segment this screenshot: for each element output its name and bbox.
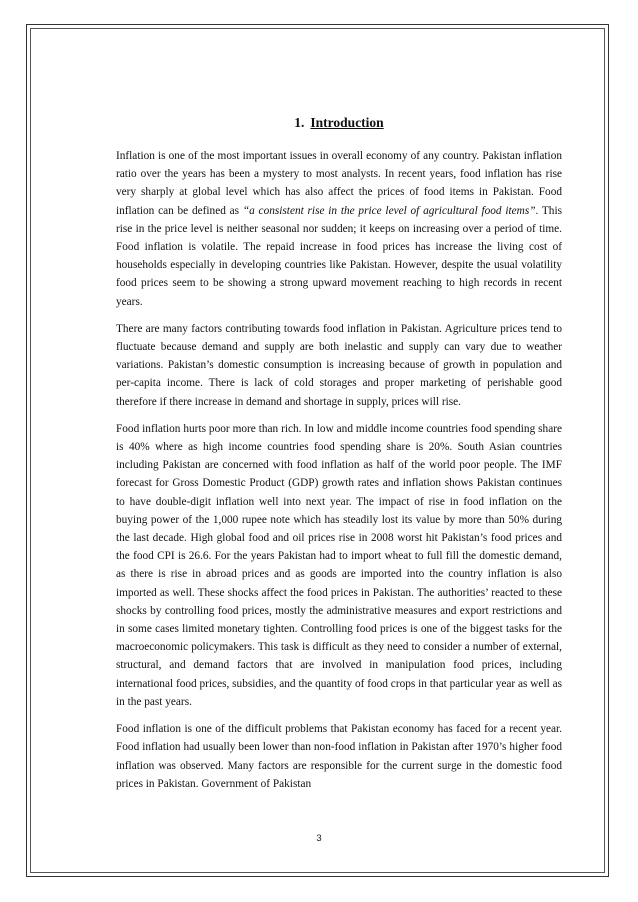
paragraph-1-text-end: . This rise in the price level is neither seasonal nor sudden; it keeps on increasing over a period of time. Food inflation is volatile. The repaid increase in food prices has increase the living cost of households especially in developing countries like Pakistan. However, despite the usual volatility food prices seem to be showing a strong upward movement reaching to high records in recent years. <box>116 204 562 308</box>
section-title: Introduction <box>310 115 384 130</box>
paragraph-2: There are many factors contributing towards food inflation in Pakistan. Agriculture prices tend to fluctuate because demand and supply are both inelastic and supply can vary due to weather variations. Pakistan’s domestic consumption is increasing because of growth in population and per-capita income. There is lack of cold storages and proper marketing of perishable good therefore if there increase in demand and shortage in supply, prices will rise. <box>116 322 562 408</box>
section-heading <box>116 115 562 131</box>
page-number: 3 <box>316 833 322 844</box>
section-number: 1. <box>294 115 305 130</box>
paragraph-4: Food inflation is one of the difficult problems that Pakistan economy has faced for a recent year. Food inflation had usually been lower than non-food inflation in Pakistan after 1970’s higher food inflation was observed. Many factors are responsible for the current surge in the domestic food prices in Pakistan. Government of Pakistan <box>116 723 562 790</box>
definition-quote: “a consistent rise in the price level of agricultural food items” <box>242 204 536 217</box>
document-body <box>116 115 562 802</box>
paragraph-3: Food inflation hurts poor more than rich. In low and middle income countries food spending share is 40% where as high income countries food spending share is 20%. South Asian countries including Pakistan are concerned with food inflation as half of the world poor people. The IMF forecast for Gross Domestic Product (GDP) growth rates and inflation shows Pakistan continues to have double-digit inflation well into next year. The impact of rise in food inflation on the buying power of the 1,000 rupee note which has steadily lost its value by more than 50% during the last decade. High global food and oil prices rise in 2008 worst hit Pakistan’s food prices and the food CPI is 26.6. For the years Pakistan had to import wheat to full fill the domestic demand, as there is rise in abroad prices and as goods are imported into the country inflation is also imported as well. These shocks affect the food prices in Pakistan. The authorities’ reacted to these shocks by controlling food prices, mostly the administrative measures and export restrictions and in some cases limited monetary tighten. Controlling food prices is one of the biggest tasks for the macroeconomic policymakers. This task is difficult as they need to consider a number of external, structural, and demand factors that are involved in manipulation food prices, including international food prices, subsidies, and the quantity of food crops in that particular year as well as in the past years. <box>116 422 562 708</box>
paragraph-1 <box>116 147 562 311</box>
paragraph-1-text-start: Inflation is one of the most important issues in overall economy of any country. Pakistan inflation ratio over the years has been a mystery to most analysts. In recent years, food inflation has rise very sharply at global level which has also affect the prices of food items in Pakistan. Food inflation can be defined as <box>116 150 562 217</box>
